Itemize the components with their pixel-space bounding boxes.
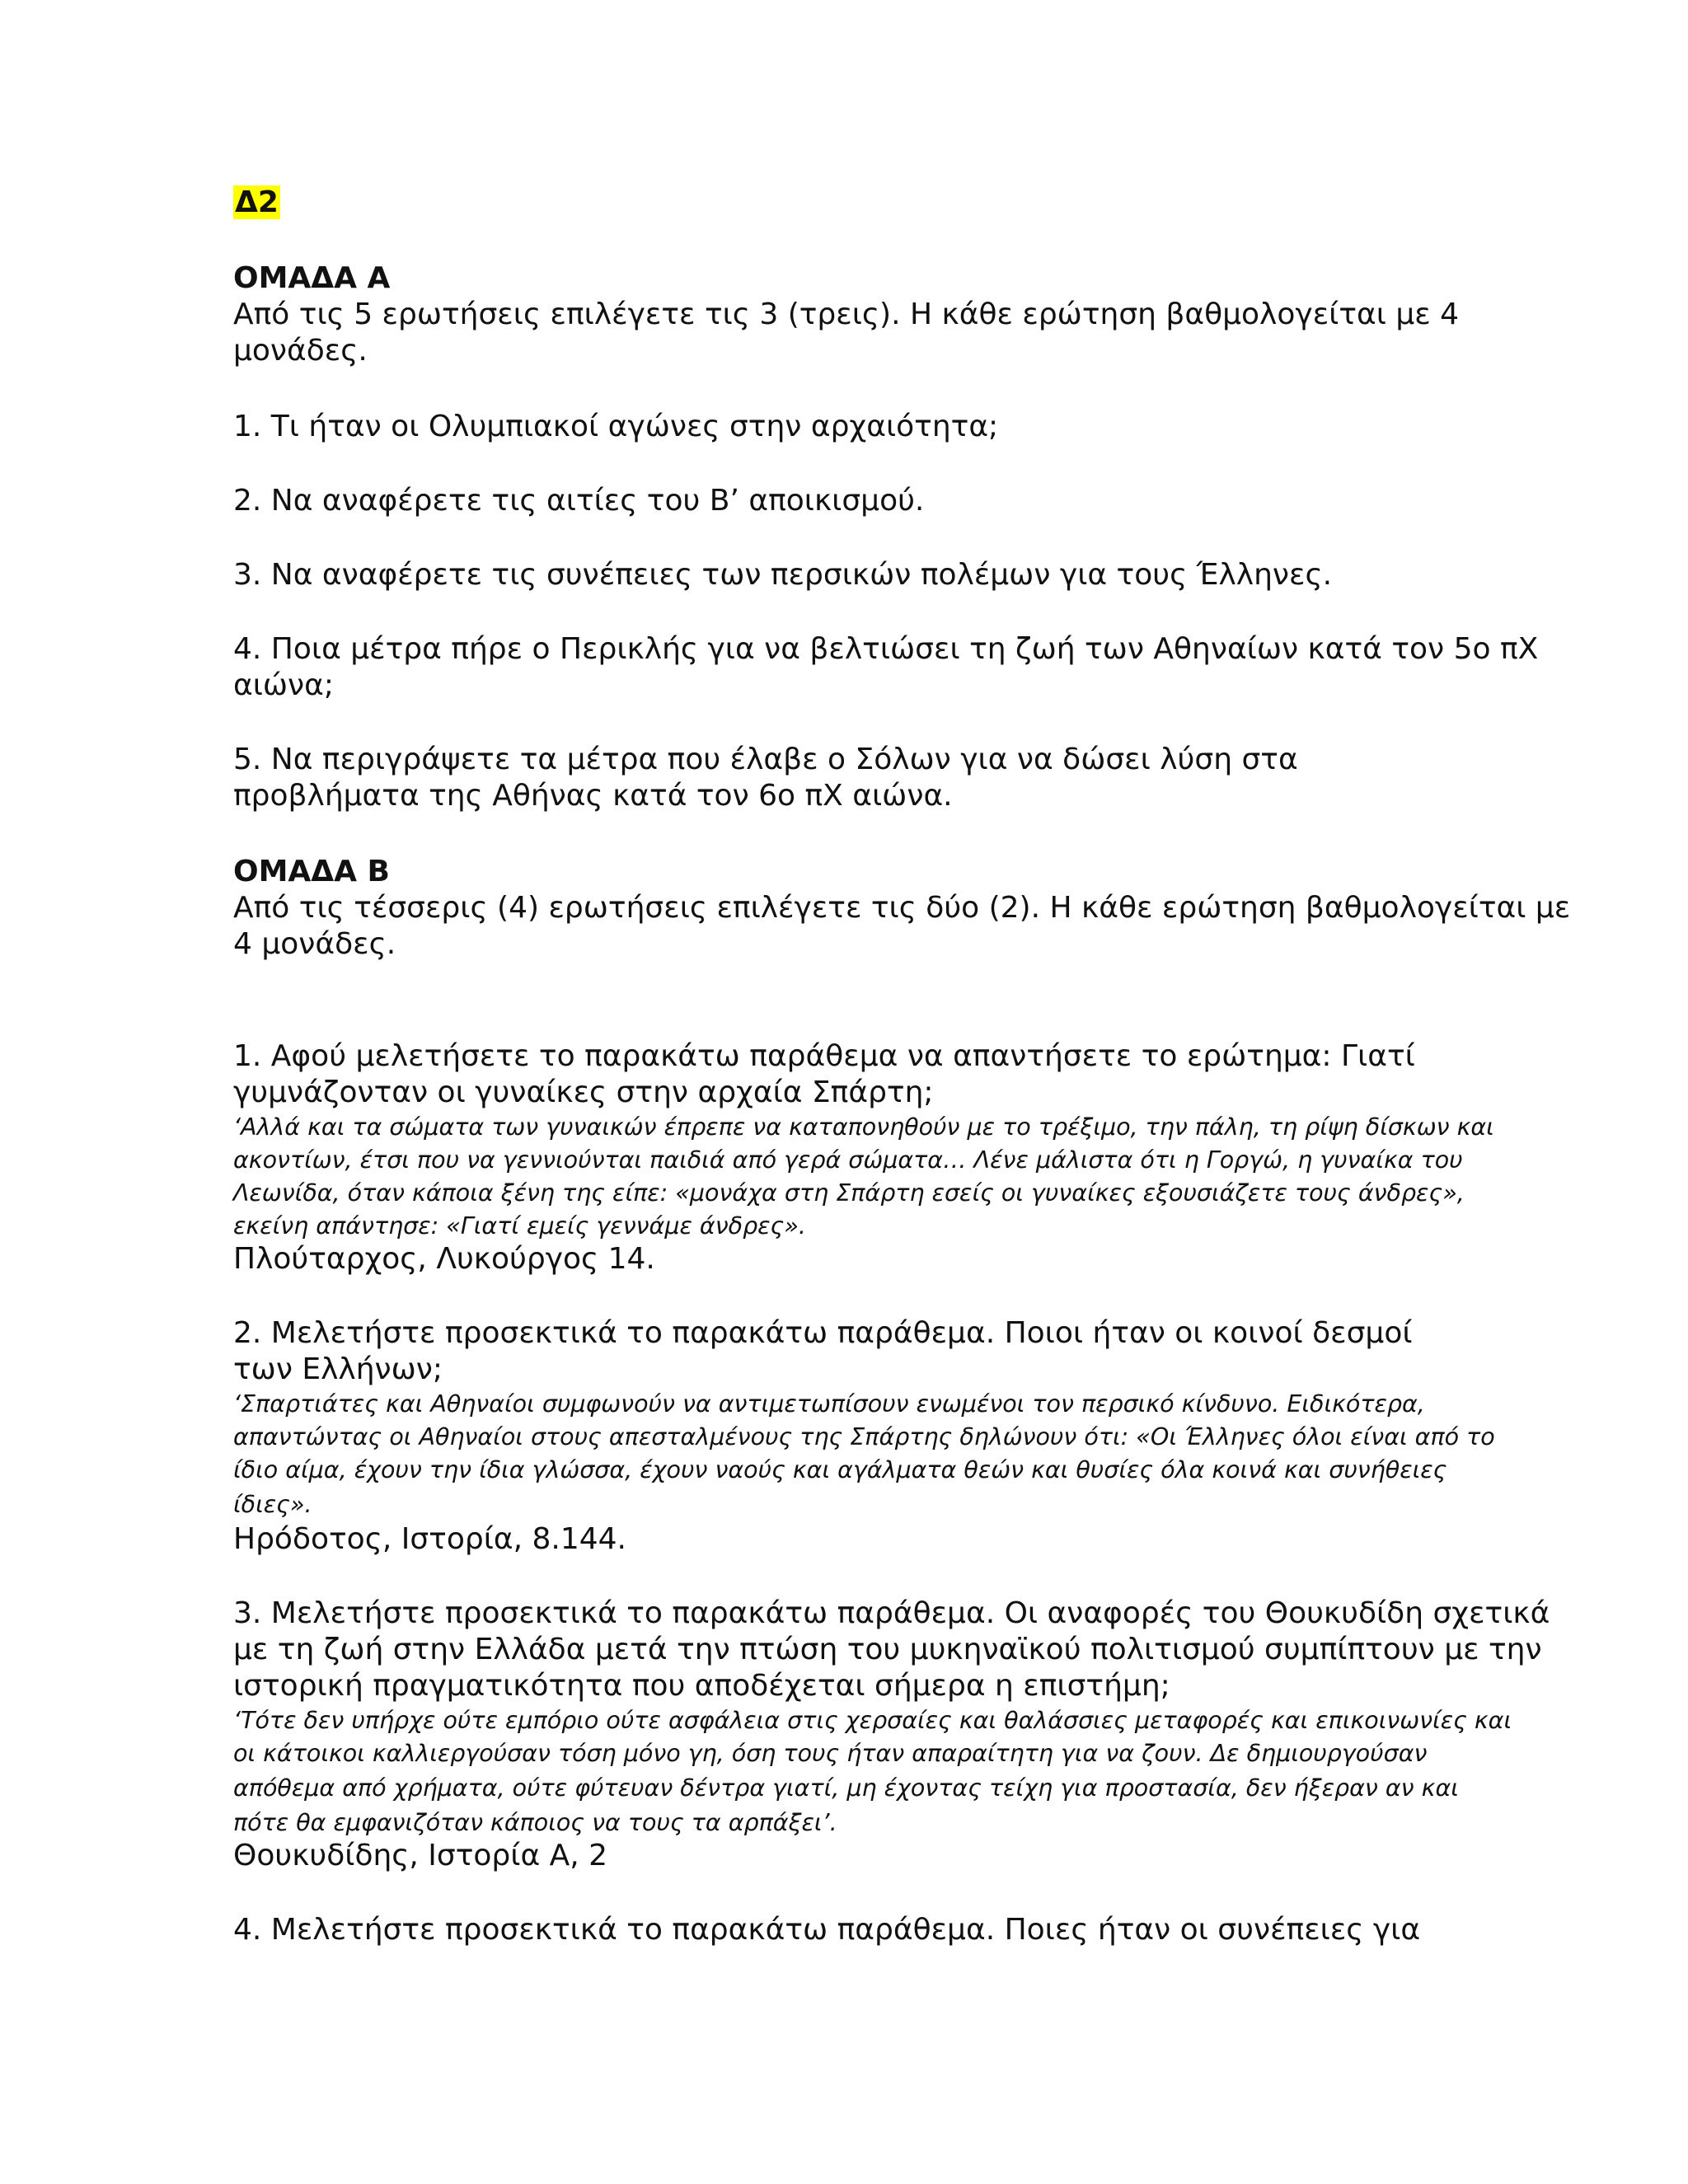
group-b-instructions-line: Από τις τέσσερις (4) ερωτήσεις επιλέγετε τις δύο (2). Η κάθε ερώτηση βαθμολογείται με <box>233 891 1571 925</box>
group-b-question-3-cont: με τη ζωή στην Ελλάδα μετά την πτώση του μυκηναϊκού πολιτισμού συμπίπτουν με την <box>233 1633 1542 1666</box>
quote-line: απόθεμα από χρήματα, ούτε φύτευαν δέντρα γιατί, μη έχοντας τείχη για προστασία, δεν ήξεραν αν και <box>233 1774 1459 1802</box>
group-a-question-2: 2. Να αναφέρετε τις αιτίες του Β’ αποικισμού. <box>233 484 925 518</box>
quote-line: εκείνη απάντησε: «Γιατί εμείς γεννάμε άνδρες». <box>233 1212 806 1240</box>
quote-line: ίδιες». <box>233 1491 312 1518</box>
group-b-title: ΟΜΑΔΑ Β <box>233 855 390 888</box>
group-b-question-2: 2. Μελετήστε προσεκτικά το παρακάτω παράθεμα. Ποιοι ήταν οι κοινοί δεσμοί <box>233 1316 1413 1350</box>
quote-line: ίδιο αίμα, έχουν την ίδια γλώσσα, έχουν ναούς και αγάλματα θεών και θυσίες όλα κοινά και συνήθειες <box>233 1456 1447 1483</box>
section-label <box>233 185 280 221</box>
quote-source: Θουκυδίδης, Ιστορία Α, 2 <box>233 1839 608 1872</box>
quote-line: οι κάτοικοι καλλιεργούσαν τόση μόνο γη, όση τους ήταν απαραίτητη για να ζουν. Δε δημιουργούσαν <box>233 1740 1428 1767</box>
group-a-question-1: 1. Τι ήταν οι Ολυμπιακοί αγώνες στην αρχαιότητα; <box>233 410 999 443</box>
quote-line: πότε θα εμφανιζόταν κάποιος να τους τα αρπάξει’. <box>233 1809 837 1836</box>
group-a-instructions-line: μονάδες. <box>233 334 368 368</box>
group-a-question-5-cont: προβλήματα της Αθήνας κατά τον 6ο πΧ αιώνα. <box>233 779 953 813</box>
group-b-question-3-cont: ιστορική πραγματικότητα που αποδέχεται σήμερα η επιστήμη; <box>233 1669 1170 1703</box>
highlighted-label: Δ2 <box>235 185 279 219</box>
quote-line: Λεωνίδα, όταν κάποια ξένη της είπε: «μονάχα στη Σπάρτη εσείς οι γυναίκες εξουσιάζετε τους άνδρες», <box>233 1179 1465 1207</box>
group-a-question-3: 3. Να αναφέρετε τις συνέπειες των περσικών πολέμων για τους Έλληνες. <box>233 558 1333 592</box>
quote-source: Πλούταρχος, Λυκούργος 14. <box>233 1242 655 1276</box>
quote-line: ‘Τότε δεν υπήρχε ούτε εμπόριο ούτε ασφάλεια στις χερσαίες και θαλάσσιες μεταφορές και επικοινωνίες και <box>233 1707 1512 1734</box>
group-a-question-4-cont: αιώνα; <box>233 668 335 702</box>
quote-line: ακοντίων, έτσι που να γεννιούνται παιδιά από γερά σώματα… Λένε μάλιστα ότι η Γοργώ, η γυναίκα του <box>233 1146 1463 1174</box>
group-a-instructions-line: Από τις 5 ερωτήσεις επιλέγετε τις 3 (τρεις). Η κάθε ερώτηση βαθμολογείται με 4 <box>233 298 1460 331</box>
quote-line: απαντώντας οι Αθηναίοι στους απεσταλμένους της Σπάρτης δηλώνουν ότι: «Οι Έλληνες όλοι είναι από το <box>233 1423 1495 1451</box>
quote-line: ‘Αλλά και τα σώματα των γυναικών έπρεπε να καταπονηθούν με το τρέξιμο, την πάλη, τη ρίψη δίσκων και <box>233 1113 1494 1141</box>
group-a-question-5: 5. Να περιγράψετε τα μέτρα που έλαβε ο Σόλων για να δώσει λύση στα <box>233 743 1298 776</box>
group-b-question-1-cont: γυμνάζονταν οι γυναίκες στην αρχαία Σπάρτη; <box>233 1076 934 1109</box>
quote-source: Ηρόδοτος, Ιστορία, 8.144. <box>233 1522 626 1556</box>
group-a-title: ΟΜΑΔΑ Α <box>233 261 391 295</box>
group-b-question-1: 1. Αφού μελετήσετε το παρακάτω παράθεμα να απαντήσετε το ερώτημα: Γιατί <box>233 1039 1415 1073</box>
quote-line: ‘Σπαρτιάτες και Αθηναίοι συμφωνούν να αντιμετωπίσουν ενωμένοι τον περσικό κίνδυνο. Ειδικότερα, <box>233 1390 1425 1418</box>
group-b-instructions-line: 4 μονάδες. <box>233 927 396 961</box>
group-b-question-3: 3. Μελετήστε προσεκτικά το παρακάτω παράθεμα. Οι αναφορές του Θουκυδίδη σχετικά <box>233 1596 1550 1630</box>
group-b-question-2-cont: των Ελλήνων; <box>233 1352 443 1386</box>
group-b-question-4: 4. Μελετήστε προσεκτικά το παρακάτω παράθεμα. Ποιες ήταν οι συνέπειες για <box>233 1913 1421 1947</box>
group-a-question-4: 4. Ποια μέτρα πήρε ο Περικλής για να βελτιώσει τη ζωή των Αθηναίων κατά τον 5ο πΧ <box>233 632 1539 666</box>
